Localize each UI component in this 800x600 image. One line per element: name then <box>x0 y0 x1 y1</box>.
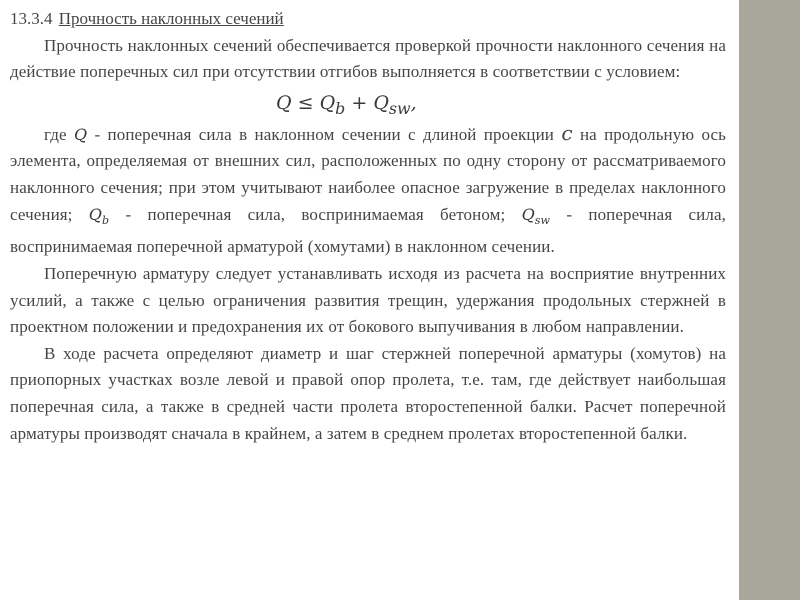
def-text-5: - поперечная сила, воспринимаемая поперечной арматурой (хомутами) в наклонном сечении. <box>10 204 726 257</box>
section-heading <box>10 6 726 33</box>
section-title: Прочность наклонных сечений <box>58 9 284 28</box>
paragraph-reinforcement: Поперечную арматуру следует устанавливать исходя из расчета на восприятие внутренних усилий, а также с целью ограничения развития трещин, удержания продольных стержней в проектном положении и предохранения их от бокового выпучивания в любом направлении. <box>10 263 726 337</box>
def-text-1: где <box>44 124 67 144</box>
def-symbol-c: c <box>561 120 573 145</box>
def-symbol-Qsw: $Q_{sw}$ <box>521 204 551 227</box>
def-symbol-Qb: $Q_b$ <box>88 204 110 227</box>
paragraph-calculation: В ходе расчета определяют диаметр и шаг стержней поперечной арматуры (хомутов) на приопорных участках возле левой и правой опор пролета, т.е. там, где действует наибольшая поперечная сила, а также в средней части пролета второстепенной балки. Расчет поперечной арматуры производят сначала в крайнем, а затем в среднем пролетах второстепенной балки. <box>10 343 726 443</box>
formula-Qb: $Q_b$ <box>319 91 346 118</box>
section-number: 13.3.4 <box>10 9 53 28</box>
strength-formula <box>10 86 726 120</box>
def-text-2: - поперечная сила в наклонном сечении с длиной проекции <box>94 124 554 144</box>
formula-le: ≤ <box>297 91 314 114</box>
formula-Qsw: $Q_{sw}$ <box>373 91 411 118</box>
def-symbol-Q: Q <box>73 124 88 144</box>
def-text-4: - поперечная сила, воспринимаемая бетоном; <box>125 204 506 224</box>
content <box>10 6 726 447</box>
decorative-sidebar <box>739 0 800 600</box>
formula-plus: + <box>351 91 368 114</box>
formula-Q: Q <box>276 91 292 114</box>
paragraph-intro: Прочность наклонных сечений обеспечивается проверкой прочности наклонного сечения на действие поперечных сил при отсутствии отгибов выполняется в соответствии с условием: <box>10 35 726 82</box>
paragraph-definitions <box>10 120 726 261</box>
def-text-3: на продольную ось элемента, определяемая от внешних сил, расположенных по одну сторону от рассматриваемого наклонного сечения; при этом учитывают наиболее опасное загружение в пределах наклонного сечения; <box>10 124 726 224</box>
formula-comma: , <box>410 91 417 114</box>
